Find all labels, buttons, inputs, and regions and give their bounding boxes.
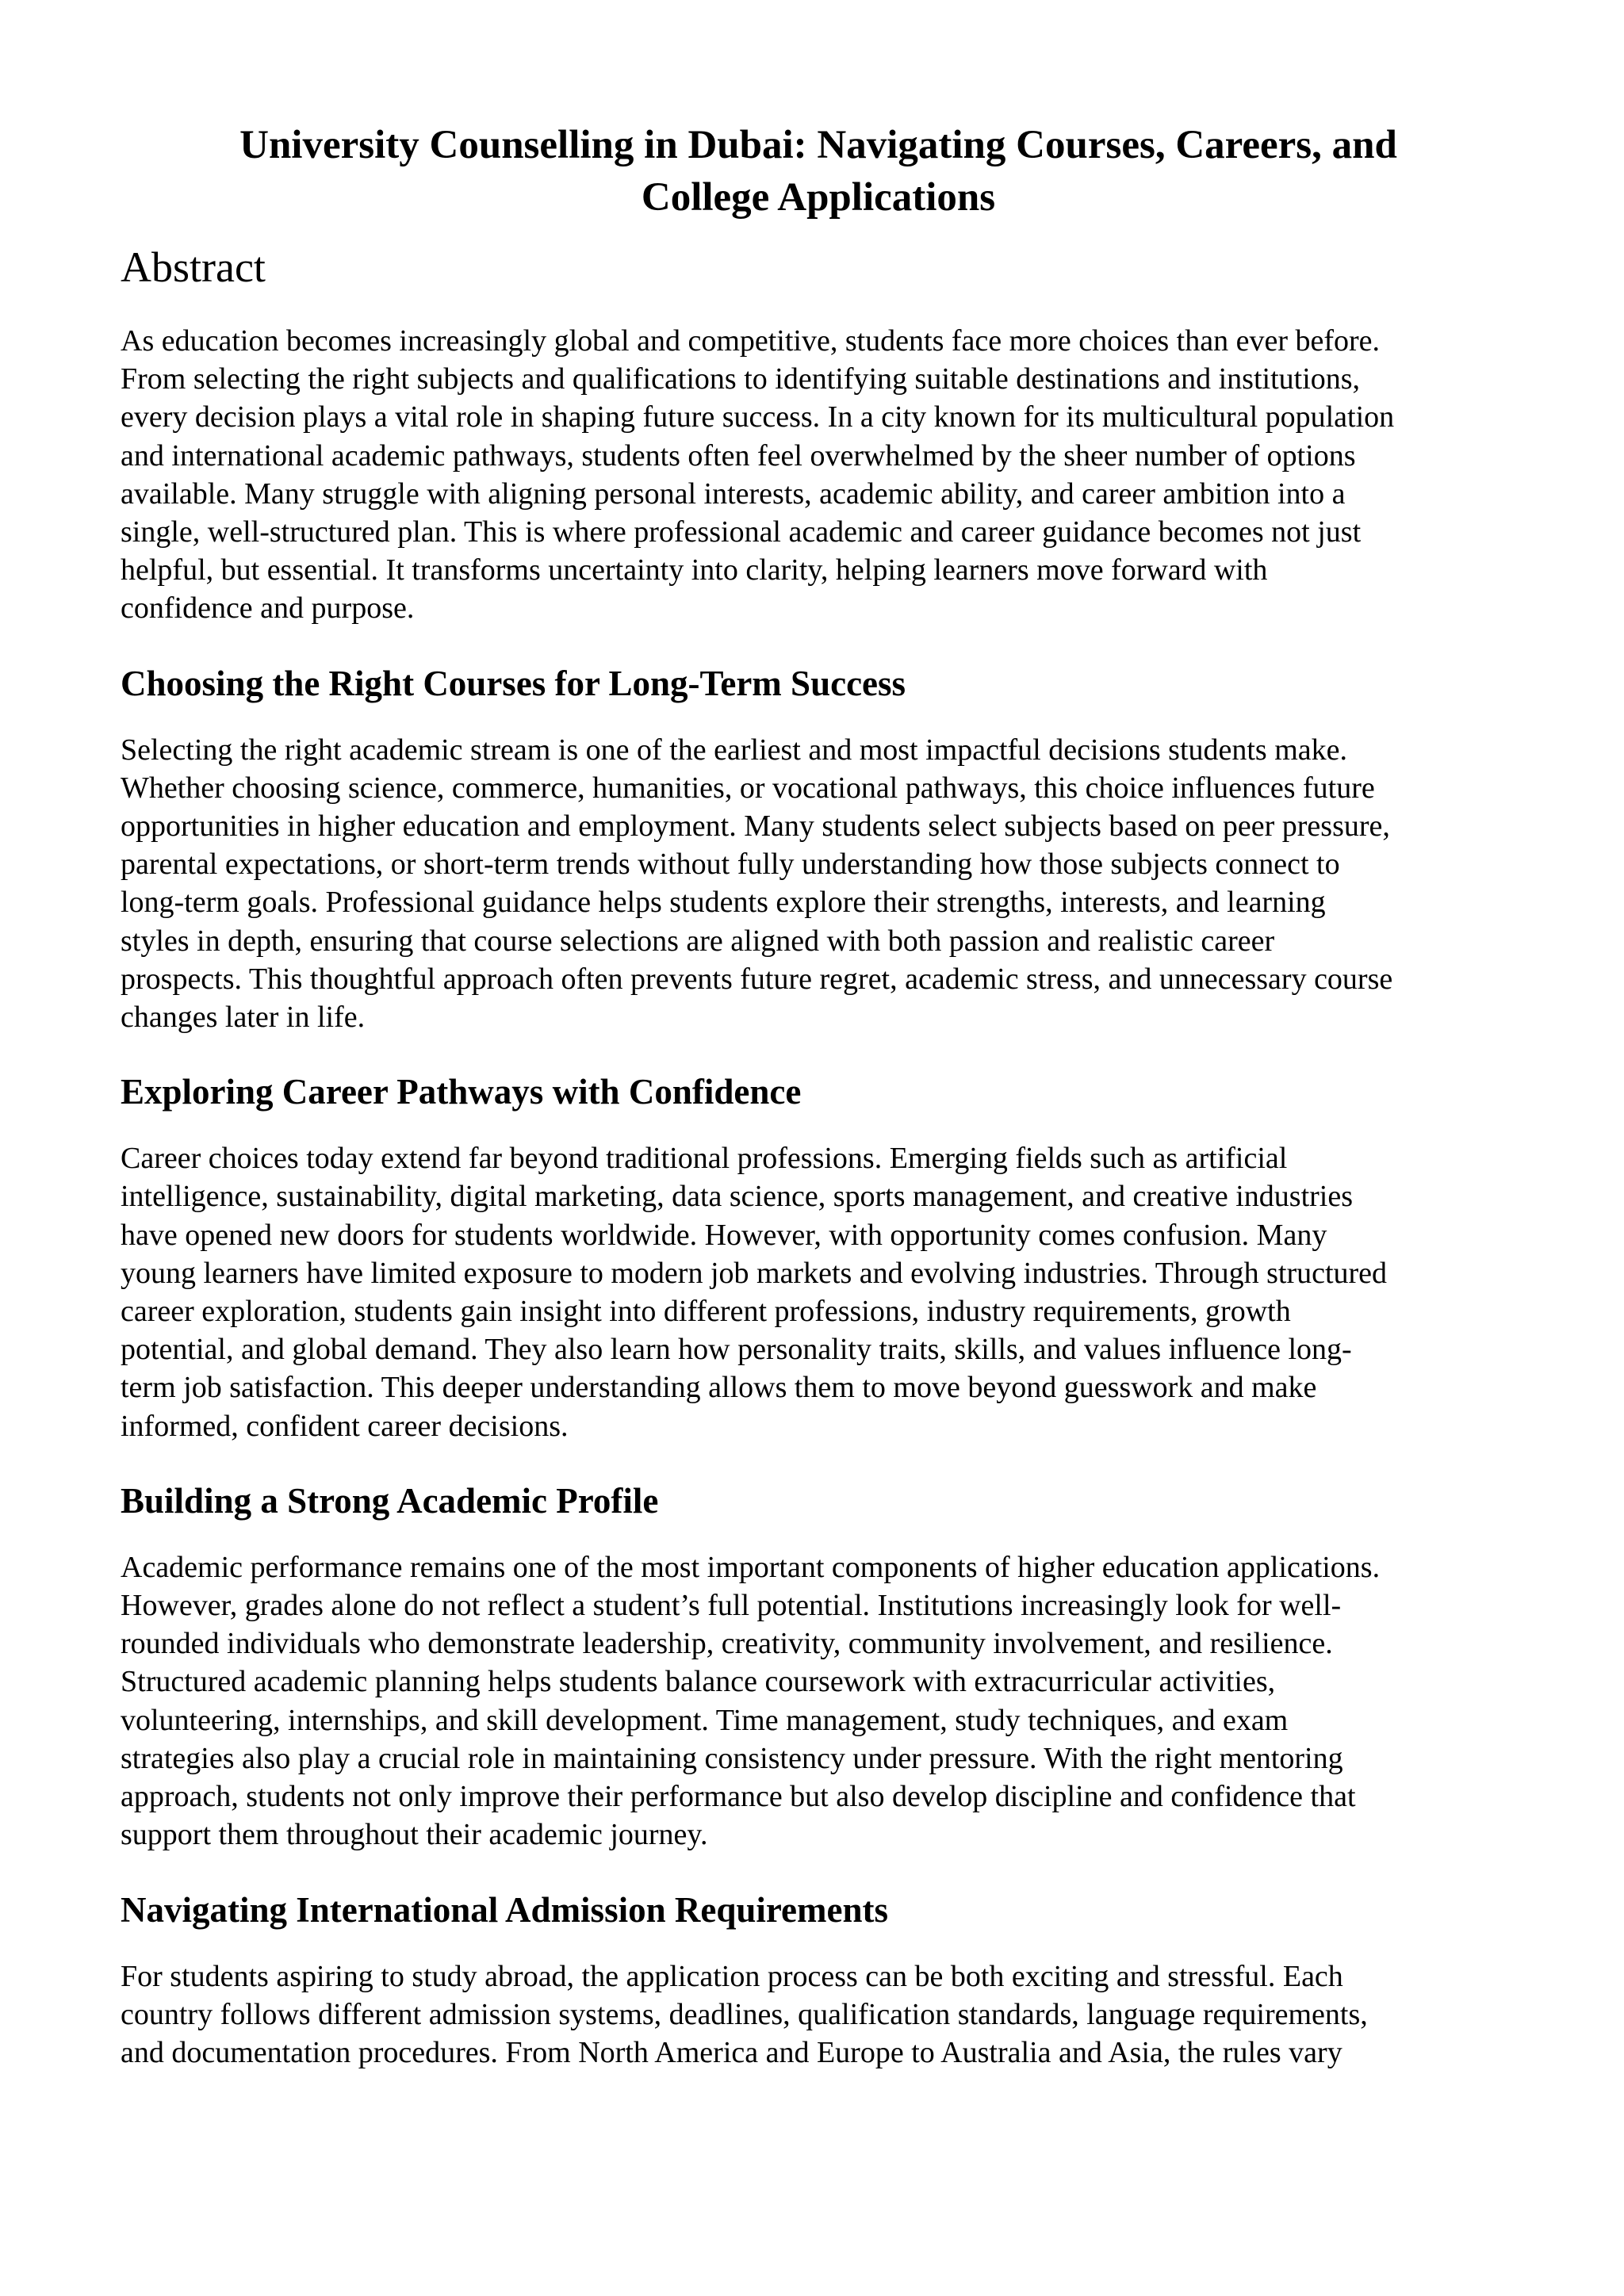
- text-line: rounded individuals who demonstrate leadership, creativity, community involvement, and resilience.: [121, 1627, 1333, 1661]
- text-line: parental expectations, or short-term trends without fully understanding how those subjects connect to: [121, 848, 1340, 882]
- text-line: approach, students not only improve their performance but also develop discipline and confidence that: [121, 1780, 1356, 1814]
- text-line: informed, confident career decisions.: [121, 1409, 569, 1443]
- text-line: strategies also play a crucial role in maintaining consistency under pressure. With the right mentoring: [121, 1741, 1343, 1775]
- section-heading-choosing-courses: Choosing the Right Courses for Long-Term Success: [121, 663, 906, 703]
- text-line: volunteering, internships, and skill development. Time management, study techniques, and exam: [121, 1703, 1289, 1737]
- text-line: have opened new doors for students worldwide. However, with opportunity comes confusion. Many: [121, 1218, 1327, 1252]
- section-heading-admission-requirements: Navigating International Admission Requirements: [121, 1889, 889, 1930]
- section-heading-academic-profile: Building a Strong Academic Profile: [121, 1480, 659, 1521]
- section-paragraph-admission-requirements: [121, 1957, 1516, 2072]
- text-line: From selecting the right subjects and qualifications to identifying suitable destinations and institutions,: [121, 362, 1361, 396]
- text-line: support them throughout their academic journey.: [121, 1818, 708, 1852]
- text-line: Selecting the right academic stream is one of the earliest and most impactful decisions students make.: [121, 733, 1347, 767]
- section-heading-career-pathways: Exploring Career Pathways with Confidence: [121, 1072, 802, 1112]
- text-line: Academic performance remains one of the most important components of higher education applications.: [121, 1550, 1381, 1584]
- text-line: opportunities in higher education and employment. Many students select subjects based on peer pressure,: [121, 809, 1390, 844]
- text-line: However, grades alone do not reflect a student’s full potential. Institutions increasingly look for well-: [121, 1589, 1342, 1623]
- text-line: styles in depth, ensuring that course selections are aligned with both passion and realistic career: [121, 924, 1275, 958]
- text-line: and documentation procedures. From North America and Europe to Australia and Asia, the rules vary: [121, 2035, 1342, 2069]
- text-line: Whether choosing science, commerce, humanities, or vocational pathways, this choice influences future: [121, 771, 1375, 805]
- text-line: young learners have limited exposure to modern job markets and evolving industries. Through structured: [121, 1256, 1388, 1290]
- text-line: career exploration, students gain insight into different professions, industry requirements, growth: [121, 1295, 1291, 1329]
- text-line: As education becomes increasingly global and competitive, students face more choices than ever before.: [121, 324, 1381, 358]
- text-line: Career choices today extend far beyond traditional professions. Emerging fields such as artificial: [121, 1142, 1288, 1176]
- document-title: [144, 119, 1492, 224]
- text-line: long-term goals. Professional guidance helps students explore their strengths, interests, and learning: [121, 886, 1326, 920]
- text-line: prospects. This thoughtful approach often prevents future regret, academic stress, and unnecessary course: [121, 962, 1393, 996]
- section-paragraph-choosing-courses: [121, 731, 1516, 1037]
- abstract-paragraph: [121, 322, 1516, 628]
- text-line: available. Many struggle with aligning personal interests, academic ability, and career ambition into a: [121, 476, 1346, 511]
- text-line: confidence and purpose.: [121, 591, 415, 626]
- text-line: intelligence, sustainability, digital marketing, data science, sports management, and creative industries: [121, 1180, 1353, 1214]
- text-line: every decision plays a vital role in shaping future success. In a city known for its multicultural population: [121, 400, 1395, 434]
- text-line: and international academic pathways, students often feel overwhelmed by the sheer number of options: [121, 438, 1356, 473]
- text-line: single, well-structured plan. This is where professional academic and career guidance becomes not just: [121, 515, 1362, 549]
- text-line: country follows different admission systems, deadlines, qualification standards, language requirements,: [121, 1997, 1368, 2031]
- section-paragraph-academic-profile: [121, 1548, 1516, 1854]
- document-body: [121, 119, 1516, 2103]
- text-line: potential, and global demand. They also learn how personality traits, skills, and values influence long-: [121, 1333, 1352, 1367]
- text-line: changes later in life.: [121, 1001, 366, 1035]
- text-line: Structured academic planning helps students balance coursework with extracurricular activities,: [121, 1665, 1276, 1699]
- title-line: University Counselling in Dubai: Navigating Courses, Careers, and: [239, 123, 1397, 167]
- title-line: College Applications: [641, 175, 996, 220]
- text-line: For students aspiring to study abroad, the application process can be both exciting and stressful. Each: [121, 1959, 1343, 1993]
- abstract-heading: Abstract: [121, 243, 266, 291]
- text-line: term job satisfaction. This deeper understanding allows them to move beyond guesswork and make: [121, 1371, 1317, 1405]
- section-paragraph-career-pathways: [121, 1139, 1516, 1445]
- text-line: helpful, but essential. It transforms uncertainty into clarity, helping learners move forward with: [121, 553, 1268, 587]
